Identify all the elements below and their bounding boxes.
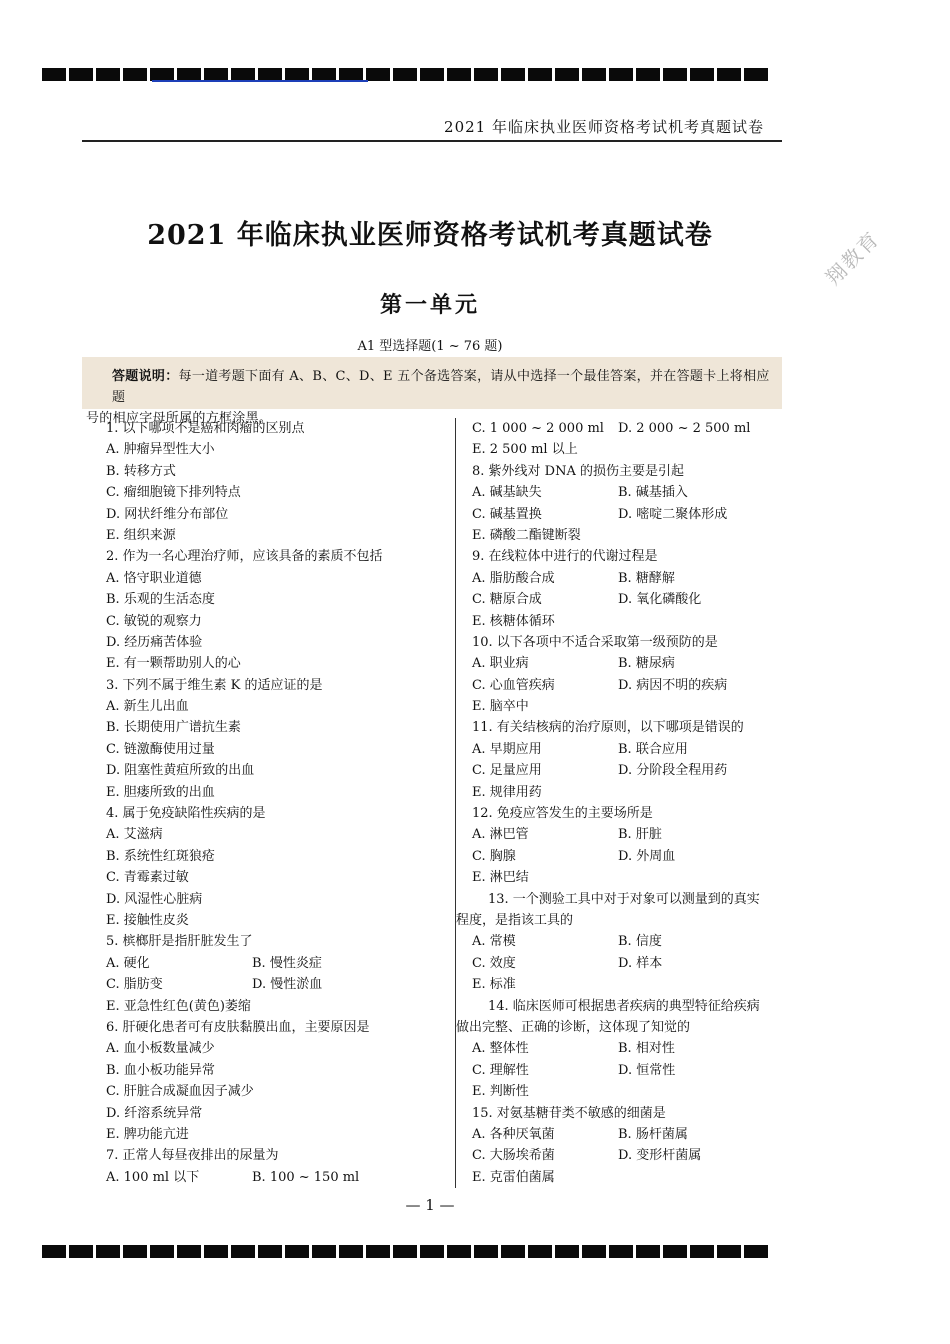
option-text: C. 肝脏合成凝血因子减少 [106, 1084, 254, 1100]
option-pair-line [472, 1145, 782, 1166]
option-pair-line [472, 653, 782, 674]
option-text: E. 克雷伯菌属 [472, 1169, 555, 1185]
option-text: B. 信度 [618, 934, 662, 950]
instructions-line-2: 号的相应字母所属的方框涂黑。 [86, 411, 273, 426]
option-text: D. 网状纤维分布部位 [106, 506, 229, 522]
option-text: B. 联合应用 [618, 741, 688, 757]
option-text: E. 脑卒中 [472, 699, 529, 715]
section-title: 第一单元 [379, 292, 480, 318]
question-stem-continued: 程度，是指该工具的 [456, 912, 574, 928]
option-text: B. 碱基插入 [618, 485, 688, 501]
option-text: C. 心血管疾病 [472, 677, 555, 693]
option-text: C. 链激酶使用过量 [106, 741, 215, 757]
option-pair-line [472, 1038, 782, 1059]
option-text: B. 肠杆菌属 [618, 1126, 688, 1142]
option-text: D. 外周血 [618, 848, 676, 864]
option-text: B. 长期使用广谱抗生素 [106, 720, 241, 736]
option-text: B. 血小板功能异常 [106, 1062, 215, 1078]
option-text: C. 敏锐的观察力 [106, 613, 202, 629]
option-pair-line [472, 589, 782, 610]
option-text: B. 相对性 [618, 1041, 675, 1057]
option-text: D. 分阶段全程用药 [618, 763, 728, 779]
option-text: E. 判断性 [472, 1084, 529, 1100]
option-text: D. 2 000 ~ 2 500 ml [618, 421, 751, 436]
question-stem: 7. 正常人每昼夜排出的尿量为 [106, 1148, 279, 1164]
option-text: E. 接触性皮炎 [106, 912, 189, 928]
question-stem: 2. 作为一名心理治疗师，应该具备的素质不包括 [106, 549, 383, 565]
document-title: 2021 年临床执业医师资格考试机考真题试卷 [147, 220, 713, 251]
option-pair-line [472, 675, 782, 696]
option-pair-line [472, 568, 782, 589]
option-text: A. 恪守职业道德 [106, 570, 202, 586]
option-text: B. 糖酵解 [618, 570, 675, 586]
option-text: E. 胆瘘所致的出血 [106, 784, 215, 800]
option-pair-line [472, 760, 782, 781]
option-text: B. 慢性炎症 [252, 955, 322, 971]
watermark: 翔教育 [820, 226, 885, 290]
instructions-line-1 [112, 366, 774, 408]
option-pair-line [106, 974, 451, 995]
question-stem: 3. 下列不属于维生素 K 的适应证的是 [106, 677, 323, 693]
instructions-lead: 答题说明： [112, 369, 179, 384]
option-text: E. 淋巴结 [472, 870, 529, 886]
question-stem: 10. 以下各项中不适合采取第一级预防的是 [472, 634, 718, 650]
option-text: D. 变形杆菌属 [618, 1148, 702, 1164]
option-pair-line [472, 1060, 782, 1081]
option-text: D. 阻塞性黄疸所致的出血 [106, 763, 255, 779]
option-text: D. 恒常性 [618, 1062, 676, 1078]
option-pair-line [472, 739, 782, 760]
option-text: E. 标准 [472, 977, 516, 993]
option-text: B. 系统性红斑狼疮 [106, 848, 215, 864]
option-text: A. 硬化 [106, 955, 150, 971]
option-text: A. 常模 [472, 934, 516, 950]
option-pair-line [472, 1124, 782, 1145]
option-text: A. 各种厌氧菌 [472, 1126, 555, 1142]
accent-underline [152, 80, 368, 82]
question-stem: 15. 对氨基糖苷类不敏感的细菌是 [472, 1105, 666, 1121]
option-text: C. 理解性 [472, 1062, 529, 1078]
option-text: C. 脂肪变 [106, 977, 163, 993]
option-text: B. 糖尿病 [618, 656, 675, 672]
instructions-box [82, 357, 782, 426]
option-text: C. 糖原合成 [472, 592, 542, 608]
question-stem: 4. 属于免疫缺陷性疾病的是 [106, 806, 266, 822]
option-pair-line [472, 846, 782, 867]
option-text: D. 样本 [618, 955, 663, 971]
question-stem: 13. 一个测验工具中对于对象可以测量到的真实 [488, 891, 760, 907]
option-text: E. 核糖体循环 [472, 613, 555, 629]
option-text: C. 瘤细胞镜下排列特点 [106, 485, 241, 501]
option-text: C. 胸腺 [472, 848, 516, 864]
question-stem: 12. 免疫应答发生的主要场所是 [472, 806, 653, 822]
option-text: A. 整体性 [472, 1041, 529, 1057]
option-text: B. 乐观的生活态度 [106, 592, 215, 608]
question-stem: 6. 肝硬化患者可有皮肤黏膜出血，主要原因是 [106, 1019, 370, 1035]
question-stem: 8. 紫外线对 DNA 的损伤主要是引起 [472, 463, 684, 479]
option-pair-line [472, 931, 782, 952]
option-text: E. 2 500 ml 以上 [472, 442, 578, 458]
option-text: A. 血小板数量减少 [106, 1041, 215, 1057]
option-text: E. 脾功能亢进 [106, 1126, 189, 1142]
option-text: B. 100 ~ 150 ml [252, 1169, 360, 1185]
instructions-text: 每一道考题下面有 A、B、C、D、E 五个备选答案，请从中选择一个最佳答案，并在答题卡上将相应题 [112, 369, 770, 405]
option-text: C. 1 000 ~ 2 000 ml [472, 421, 604, 436]
option-text: A. 艾滋病 [106, 827, 163, 843]
option-text: C. 大肠埃希菌 [472, 1148, 555, 1164]
section-subtitle: A1 型选择题(1 ~ 76 题) [357, 339, 503, 354]
option-pair-line [472, 504, 782, 525]
option-text: D. 病因不明的疾病 [618, 677, 728, 693]
option-text: A. 肿瘤异型性大小 [106, 442, 215, 458]
running-header: 2021 年临床执业医师资格考试机考真题试卷 [444, 118, 764, 136]
column-divider [455, 418, 456, 1188]
option-text: A. 早期应用 [472, 741, 542, 757]
option-text: C. 效度 [472, 955, 516, 971]
option-text: D. 氧化磷酸化 [618, 592, 702, 608]
option-text: B. 肝脏 [618, 827, 662, 843]
option-text: A. 脂肪酸合成 [472, 570, 555, 586]
option-pair-line [472, 482, 782, 503]
option-pair-line [106, 1167, 451, 1188]
question-stem: 9. 在线粒体中进行的代谢过程是 [472, 549, 658, 565]
option-pair-line [106, 953, 451, 974]
option-pair-line [472, 418, 782, 439]
question-stem: 14. 临床医师可根据患者疾病的典型特征给疾病 [488, 998, 760, 1014]
option-text: E. 亚急性红色(黄色)萎缩 [106, 998, 251, 1014]
option-text: A. 碱基缺失 [472, 485, 542, 501]
option-text: A. 100 ml 以下 [106, 1169, 200, 1185]
question-stem-continued: 做出完整、正确的诊断，这体现了知觉的 [456, 1019, 691, 1035]
option-text: E. 规律用药 [472, 784, 542, 800]
question-column-right [456, 418, 782, 1188]
option-text: D. 慢性淤血 [252, 977, 323, 993]
option-text: E. 磷酸二酯键断裂 [472, 527, 581, 543]
option-text: D. 纤溶系统异常 [106, 1105, 203, 1121]
bottom-scan-bar [42, 1245, 770, 1258]
option-text: C. 青霉素过敏 [106, 870, 189, 886]
header-rule [82, 140, 782, 142]
option-pair-line [472, 953, 782, 974]
option-text: B. 转移方式 [106, 463, 176, 479]
page-number: — 1 — [405, 1196, 455, 1214]
option-text: E. 有一颗帮助别人的心 [106, 656, 241, 672]
option-text: D. 风湿性心脏病 [106, 891, 203, 907]
option-text: E. 组织来源 [106, 527, 176, 543]
question-stem: 11. 有关结核病的治疗原则，以下哪项是错误的 [472, 720, 744, 736]
option-text: D. 嘧啶二聚体形成 [618, 506, 728, 522]
question-stem: 1. 以下哪项不是癌和肉瘤的区别点 [106, 421, 305, 436]
option-text: A. 新生儿出血 [106, 699, 189, 715]
option-text: C. 足量应用 [472, 763, 542, 779]
option-text: C. 碱基置换 [472, 506, 542, 522]
question-stem: 5. 槟榔肝是指肝脏发生了 [106, 934, 253, 950]
option-text: A. 职业病 [472, 656, 529, 672]
option-text: A. 淋巴管 [472, 827, 529, 843]
option-text: D. 经历痛苦体验 [106, 634, 203, 650]
question-column-left [106, 418, 451, 1188]
option-pair-line [472, 824, 782, 845]
